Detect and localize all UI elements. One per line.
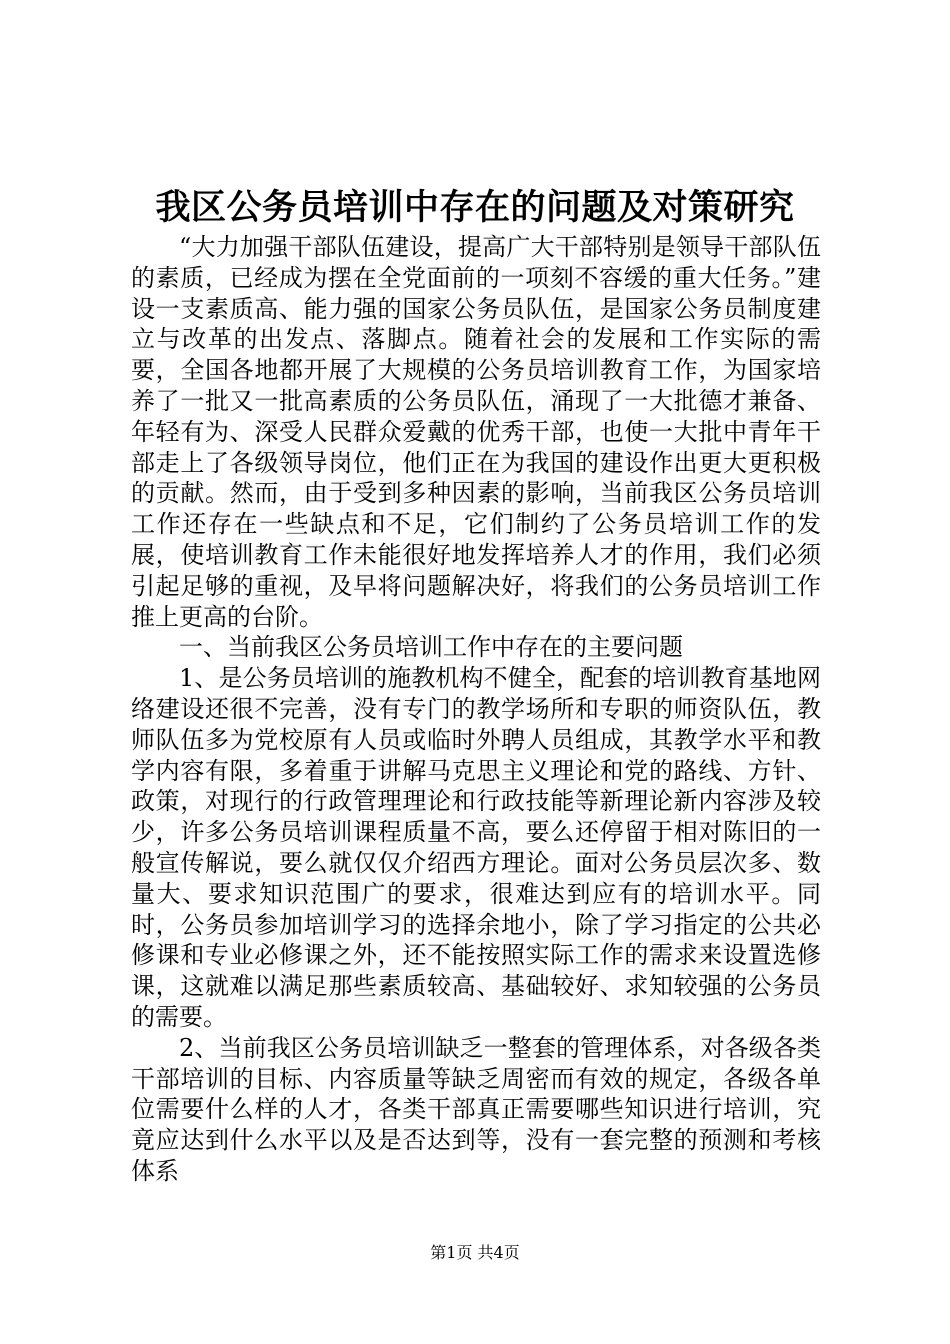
section-heading: 一、当前我区公务员培训工作中存在的主要问题 <box>179 633 683 662</box>
document-title: 我区公务员培训中存在的问题及对策研究 <box>155 187 795 228</box>
page-number-footer: 第1页 共4页 <box>430 1243 520 1262</box>
problem-paragraph-1: 1、是公务员培训的施教机构不健全，配套的培训教育基地网络建设还很不完善，没有专门的教学场所和专职的师资队伍，教师队伍多为党校原有人员或临时外聘人员组成，其教学水平和教学内容有限，多着重于讲解马克思主义理论和党的路线、方针、政策，对现行的行政管理理论和行政技能等新理论新内容涉及较少，许多公务员培训课程质量不高，要么还停留于相对陈旧的一般宣传解说，要么就仅仅介绍西方理论。面对公务员层次多、数量大、要求知识范围广的要求，很难达到应有的培训水平。同时，公务员参加培训学习的选择余地小，除了学习指定的公共必修课和专业必修课之外，还不能按照实际工作的需求来设置选修课，这就难以满足那些素质较高、基础较好、求知较强的公务员的需要。 <box>131 664 821 1031</box>
problem-paragraph-2: 2、当前我区公务员培训缺乏一整套的管理体系，对各级各类干部培训的目标、内容质量等缺乏周密而有效的规定，各级各单位需要什么样的人才，各类干部真正需要哪些知识进行培训，究竟应达到什么水平以及是否达到等，没有一套完整的预测和考核体系 <box>131 1033 821 1185</box>
document-body <box>131 232 821 1187</box>
intro-paragraph: “大力加强干部队伍建设，提高广大干部特别是领导干部队伍的素质，已经成为摆在全党面前的一项刻不容缓的重大任务。”建设一支素质高、能力强的国家公务员队伍，是国家公务员制度建立与改革的出发点、落脚点。随着社会的发展和工作实际的需要，全国各地都开展了大规模的公务员培训教育工作，为国家培养了一批又一批高素质的公务员队伍，涌现了一大批德才兼备、年轻有为、深受人民群众爱戴的优秀干部，也使一大批中青年干部走上了各级领导岗位，他们正在为我国的建设作出更大更积极的贡献。然而，由于受到多种因素的影响，当前我区公务员培训工作还存在一些缺点和不足，它们制约了公务员培训工作的发展，使培训教育工作未能很好地发挥培养人才的作用，我们必须引起足够的重视，及早将问题解决好，将我们的公务员培训工作推上更高的台阶。 <box>131 233 821 631</box>
